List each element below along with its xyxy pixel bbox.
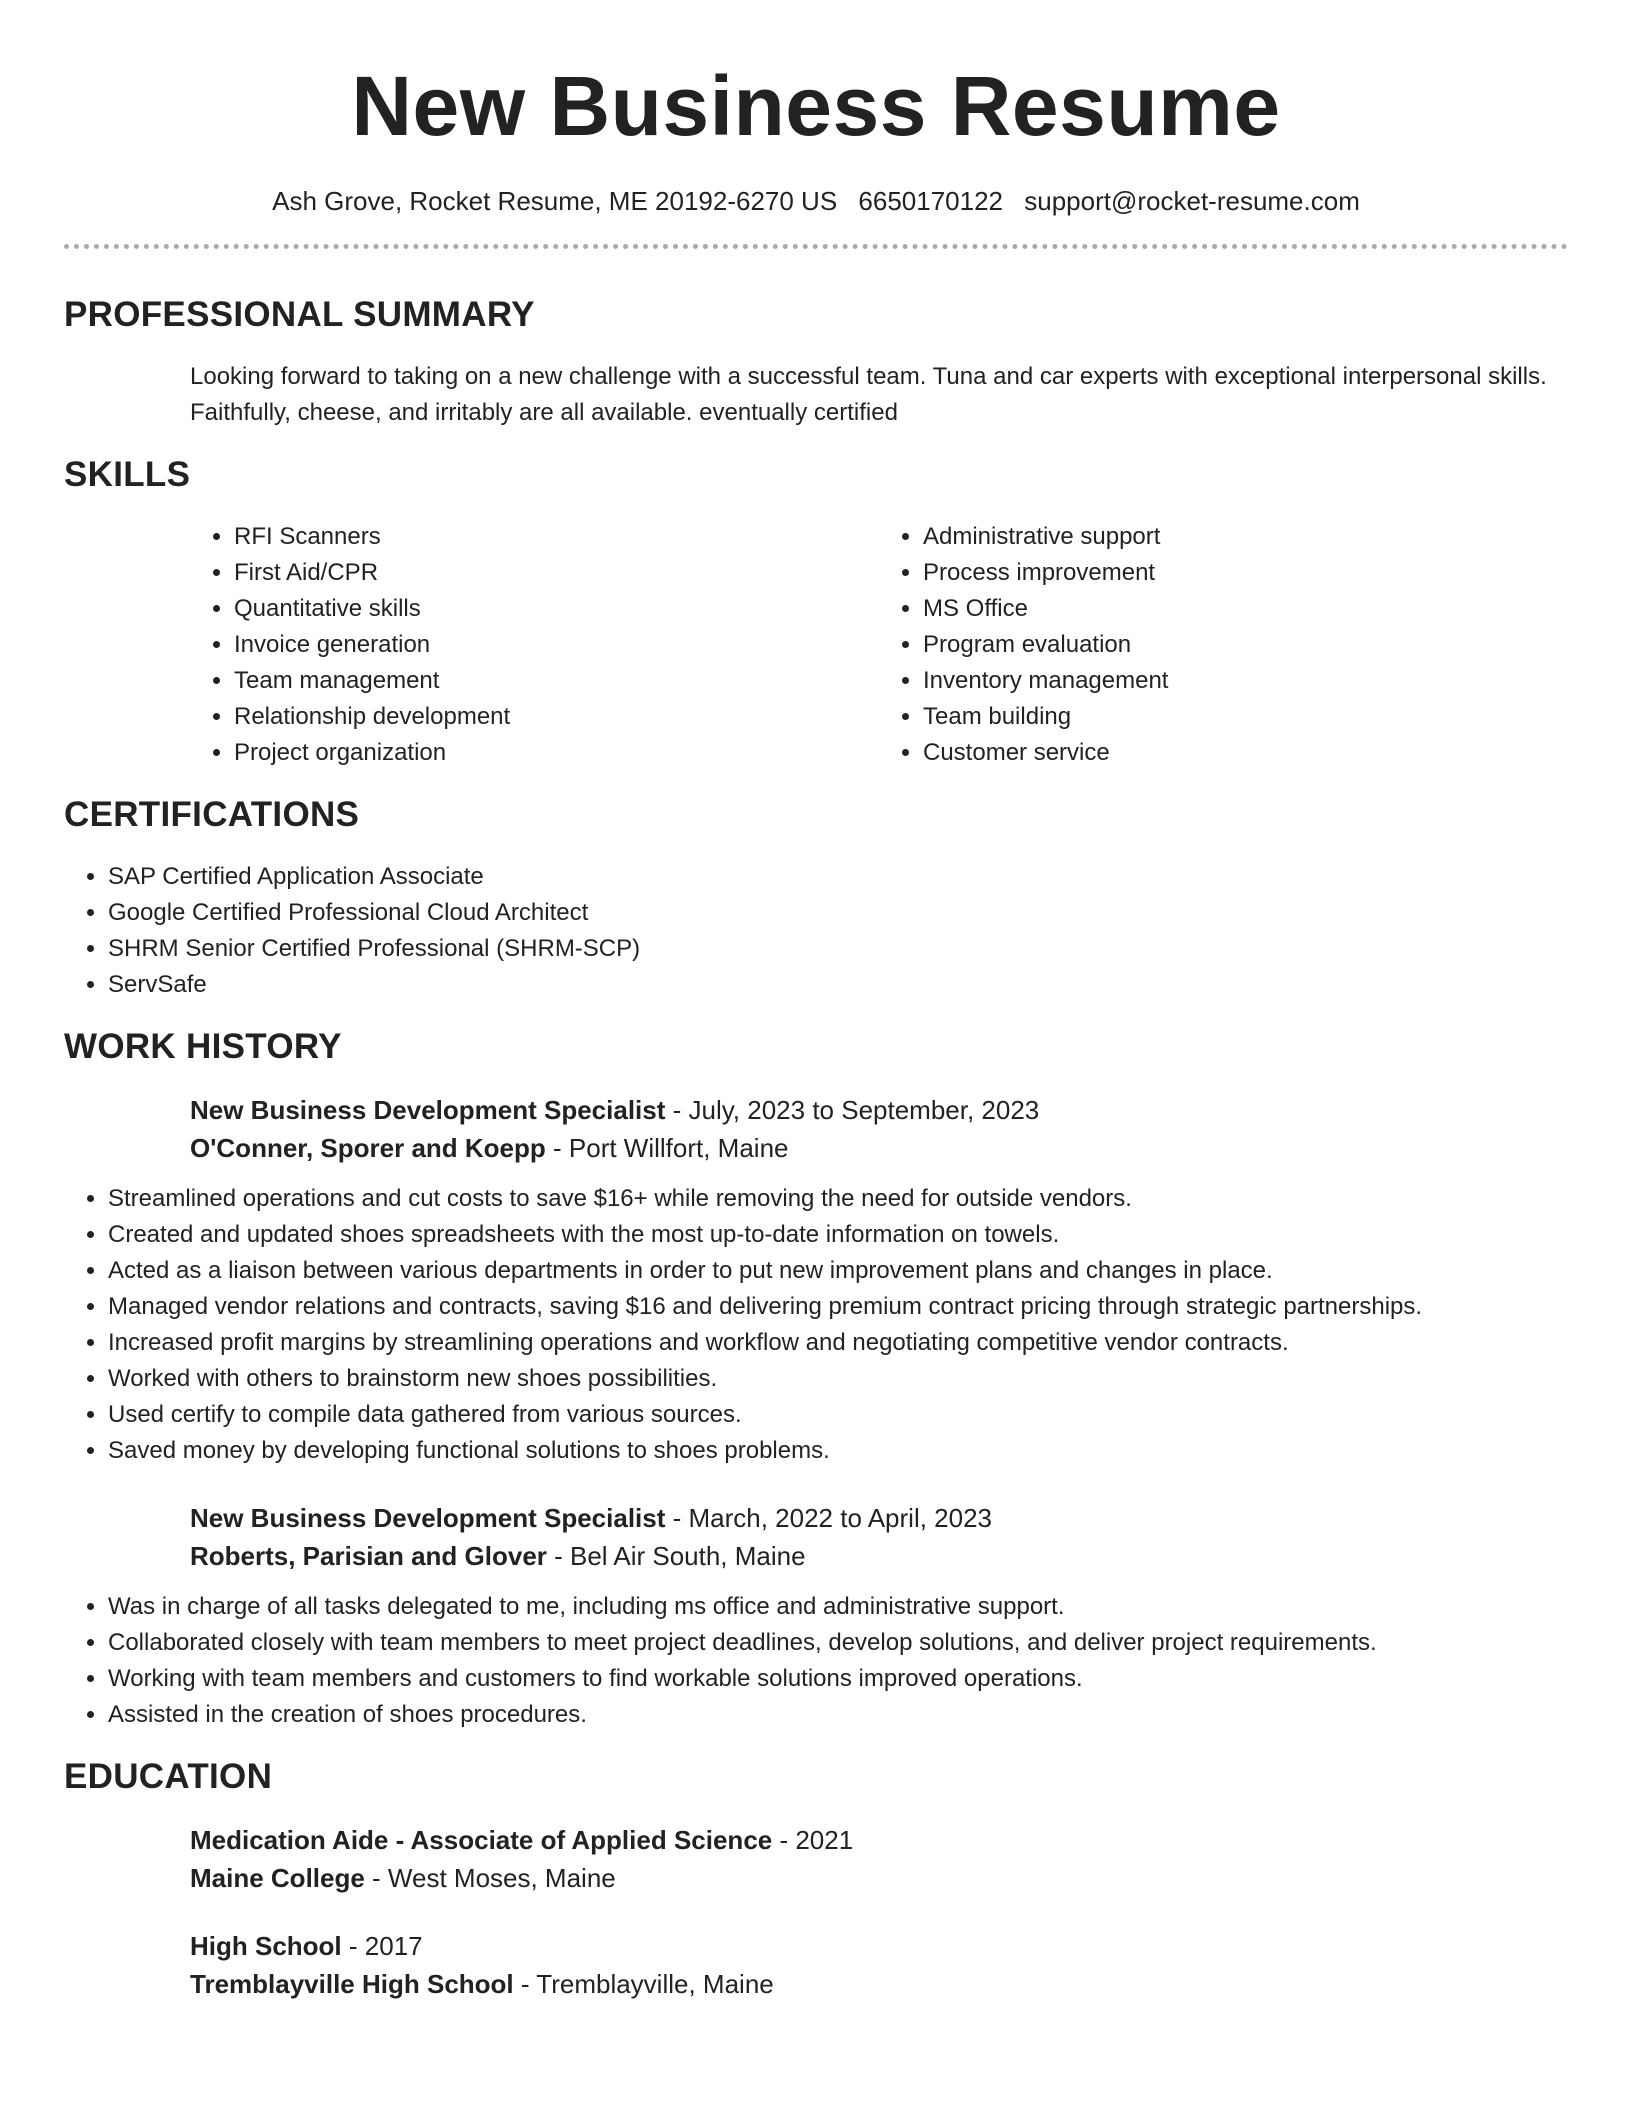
skill-item: • Process improvement: [923, 555, 1568, 591]
job-company-line: [190, 1129, 1568, 1167]
skill-item: • Team management: [234, 663, 879, 699]
summary-heading: PROFESSIONAL SUMMARY: [64, 295, 535, 334]
skill-item: • First Aid/CPR: [234, 555, 879, 591]
job-company-line: [190, 1537, 1568, 1575]
contact-line: [64, 184, 1568, 218]
education-school-line: [190, 1965, 1568, 2003]
job-location: - Port Willfort, Maine: [545, 1133, 789, 1163]
job-dates: - March, 2022 to April, 2023: [665, 1503, 993, 1533]
job-bullet: • Streamlined operations and cut costs to save $16+ while removing the need for outside vendors.: [108, 1181, 1568, 1217]
job-bullet: • Managed vendor relations and contracts, saving $16 and delivering premium contract pricing through strategic partnerships.: [108, 1289, 1568, 1325]
education-degree-line: [190, 1821, 1568, 1859]
job-bullet: • Saved money by developing functional solutions to shoes problems.: [108, 1433, 1568, 1469]
skill-item: • Administrative support: [923, 519, 1568, 555]
skill-item: • Program evaluation: [923, 627, 1568, 663]
job-location: - Bel Air South, Maine: [546, 1541, 806, 1571]
header-divider: [64, 244, 1568, 249]
skill-item: • Inventory management: [923, 663, 1568, 699]
skills-columns: [190, 519, 1568, 771]
skill-item: • Invoice generation: [234, 627, 879, 663]
job-bullet: • Increased profit margins by streamlining operations and workflow and negotiating competitive vendor contracts.: [108, 1325, 1568, 1361]
job-title-line: [190, 1499, 1568, 1537]
job-role: New Business Development Specialist: [190, 1503, 666, 1533]
job-bullet: • Was in charge of all tasks delegated to me, including ms office and administrative support.: [108, 1589, 1568, 1625]
job-bullet: • Created and updated shoes spreadsheets with the most up-to-date information on towels.: [108, 1217, 1568, 1253]
education-location: - West Moses, Maine: [364, 1863, 616, 1893]
job-bullets: [64, 1589, 1568, 1733]
certifications-heading: CERTIFICATIONS: [64, 795, 360, 834]
education-school: Maine College: [190, 1863, 365, 1893]
resume-name: New Business Resume: [351, 59, 1281, 153]
contact-phone: 6650170122: [858, 186, 1004, 216]
job-entry: [190, 1499, 1568, 1575]
education-entry: [190, 1927, 1568, 2003]
education-school: Tremblayville High School: [190, 1969, 514, 1999]
job-bullet: • Assisted in the creation of shoes procedures.: [108, 1697, 1568, 1733]
job-role: New Business Development Specialist: [190, 1095, 666, 1125]
education-entry: [190, 1821, 1568, 1897]
education-degree-line: [190, 1927, 1568, 1965]
job-bullet: • Acted as a liaison between various departments in order to put new improvement plans and changes in place.: [108, 1253, 1568, 1289]
certification-item: • SHRM Senior Certified Professional (SHRM-SCP): [108, 931, 1568, 967]
skill-item: • Quantitative skills: [234, 591, 879, 627]
contact-address: Ash Grove, Rocket Resume, ME 20192-6270 US: [272, 186, 838, 216]
skill-item: • MS Office: [923, 591, 1568, 627]
job-entry: [190, 1091, 1568, 1167]
skills-list-left: [190, 519, 879, 771]
certification-item: • SAP Certified Application Associate: [108, 859, 1568, 895]
work-history-heading: WORK HISTORY: [64, 1027, 342, 1066]
skill-item: • Relationship development: [234, 699, 879, 735]
skills-list-right: [879, 519, 1568, 771]
education-degree: Medication Aide - Associate of Applied Science: [190, 1825, 773, 1855]
skills-heading: SKILLS: [64, 455, 191, 494]
job-company: Roberts, Parisian and Glover: [190, 1541, 547, 1571]
skill-item: • Project organization: [234, 735, 879, 771]
contact-email: support@rocket-resume.com: [1024, 186, 1360, 216]
job-bullet: • Working with team members and customers to find workable solutions improved operations.: [108, 1661, 1568, 1697]
education-year: - 2017: [341, 1931, 423, 1961]
education-location: - Tremblayville, Maine: [513, 1969, 774, 1999]
summary-text: Looking forward to taking on a new challenge with a successful team. Tuna and car experts with exceptional interpersonal skills. Faithfully, cheese, and irritably are all available. eventually certified: [190, 363, 1547, 426]
job-bullet: • Worked with others to brainstorm new shoes possibilities.: [108, 1361, 1568, 1397]
job-title-line: [190, 1091, 1568, 1129]
job-company: O'Conner, Sporer and Koepp: [190, 1133, 546, 1163]
skill-item: • Customer service: [923, 735, 1568, 771]
certifications-list: [64, 859, 1568, 1003]
education-degree: High School: [190, 1931, 342, 1961]
job-bullets: [64, 1181, 1568, 1469]
education-school-line: [190, 1859, 1568, 1897]
certification-item: • Google Certified Professional Cloud Architect: [108, 895, 1568, 931]
skill-item: • Team building: [923, 699, 1568, 735]
education-year: - 2021: [772, 1825, 854, 1855]
job-dates: - July, 2023 to September, 2023: [665, 1095, 1040, 1125]
job-bullet: • Collaborated closely with team members to meet project deadlines, develop solutions, and deliver project requirements.: [108, 1625, 1568, 1661]
job-bullet: • Used certify to compile data gathered from various sources.: [108, 1397, 1568, 1433]
skill-item: • RFI Scanners: [234, 519, 879, 555]
certification-item: • ServSafe: [108, 967, 1568, 1003]
education-heading: EDUCATION: [64, 1757, 273, 1796]
